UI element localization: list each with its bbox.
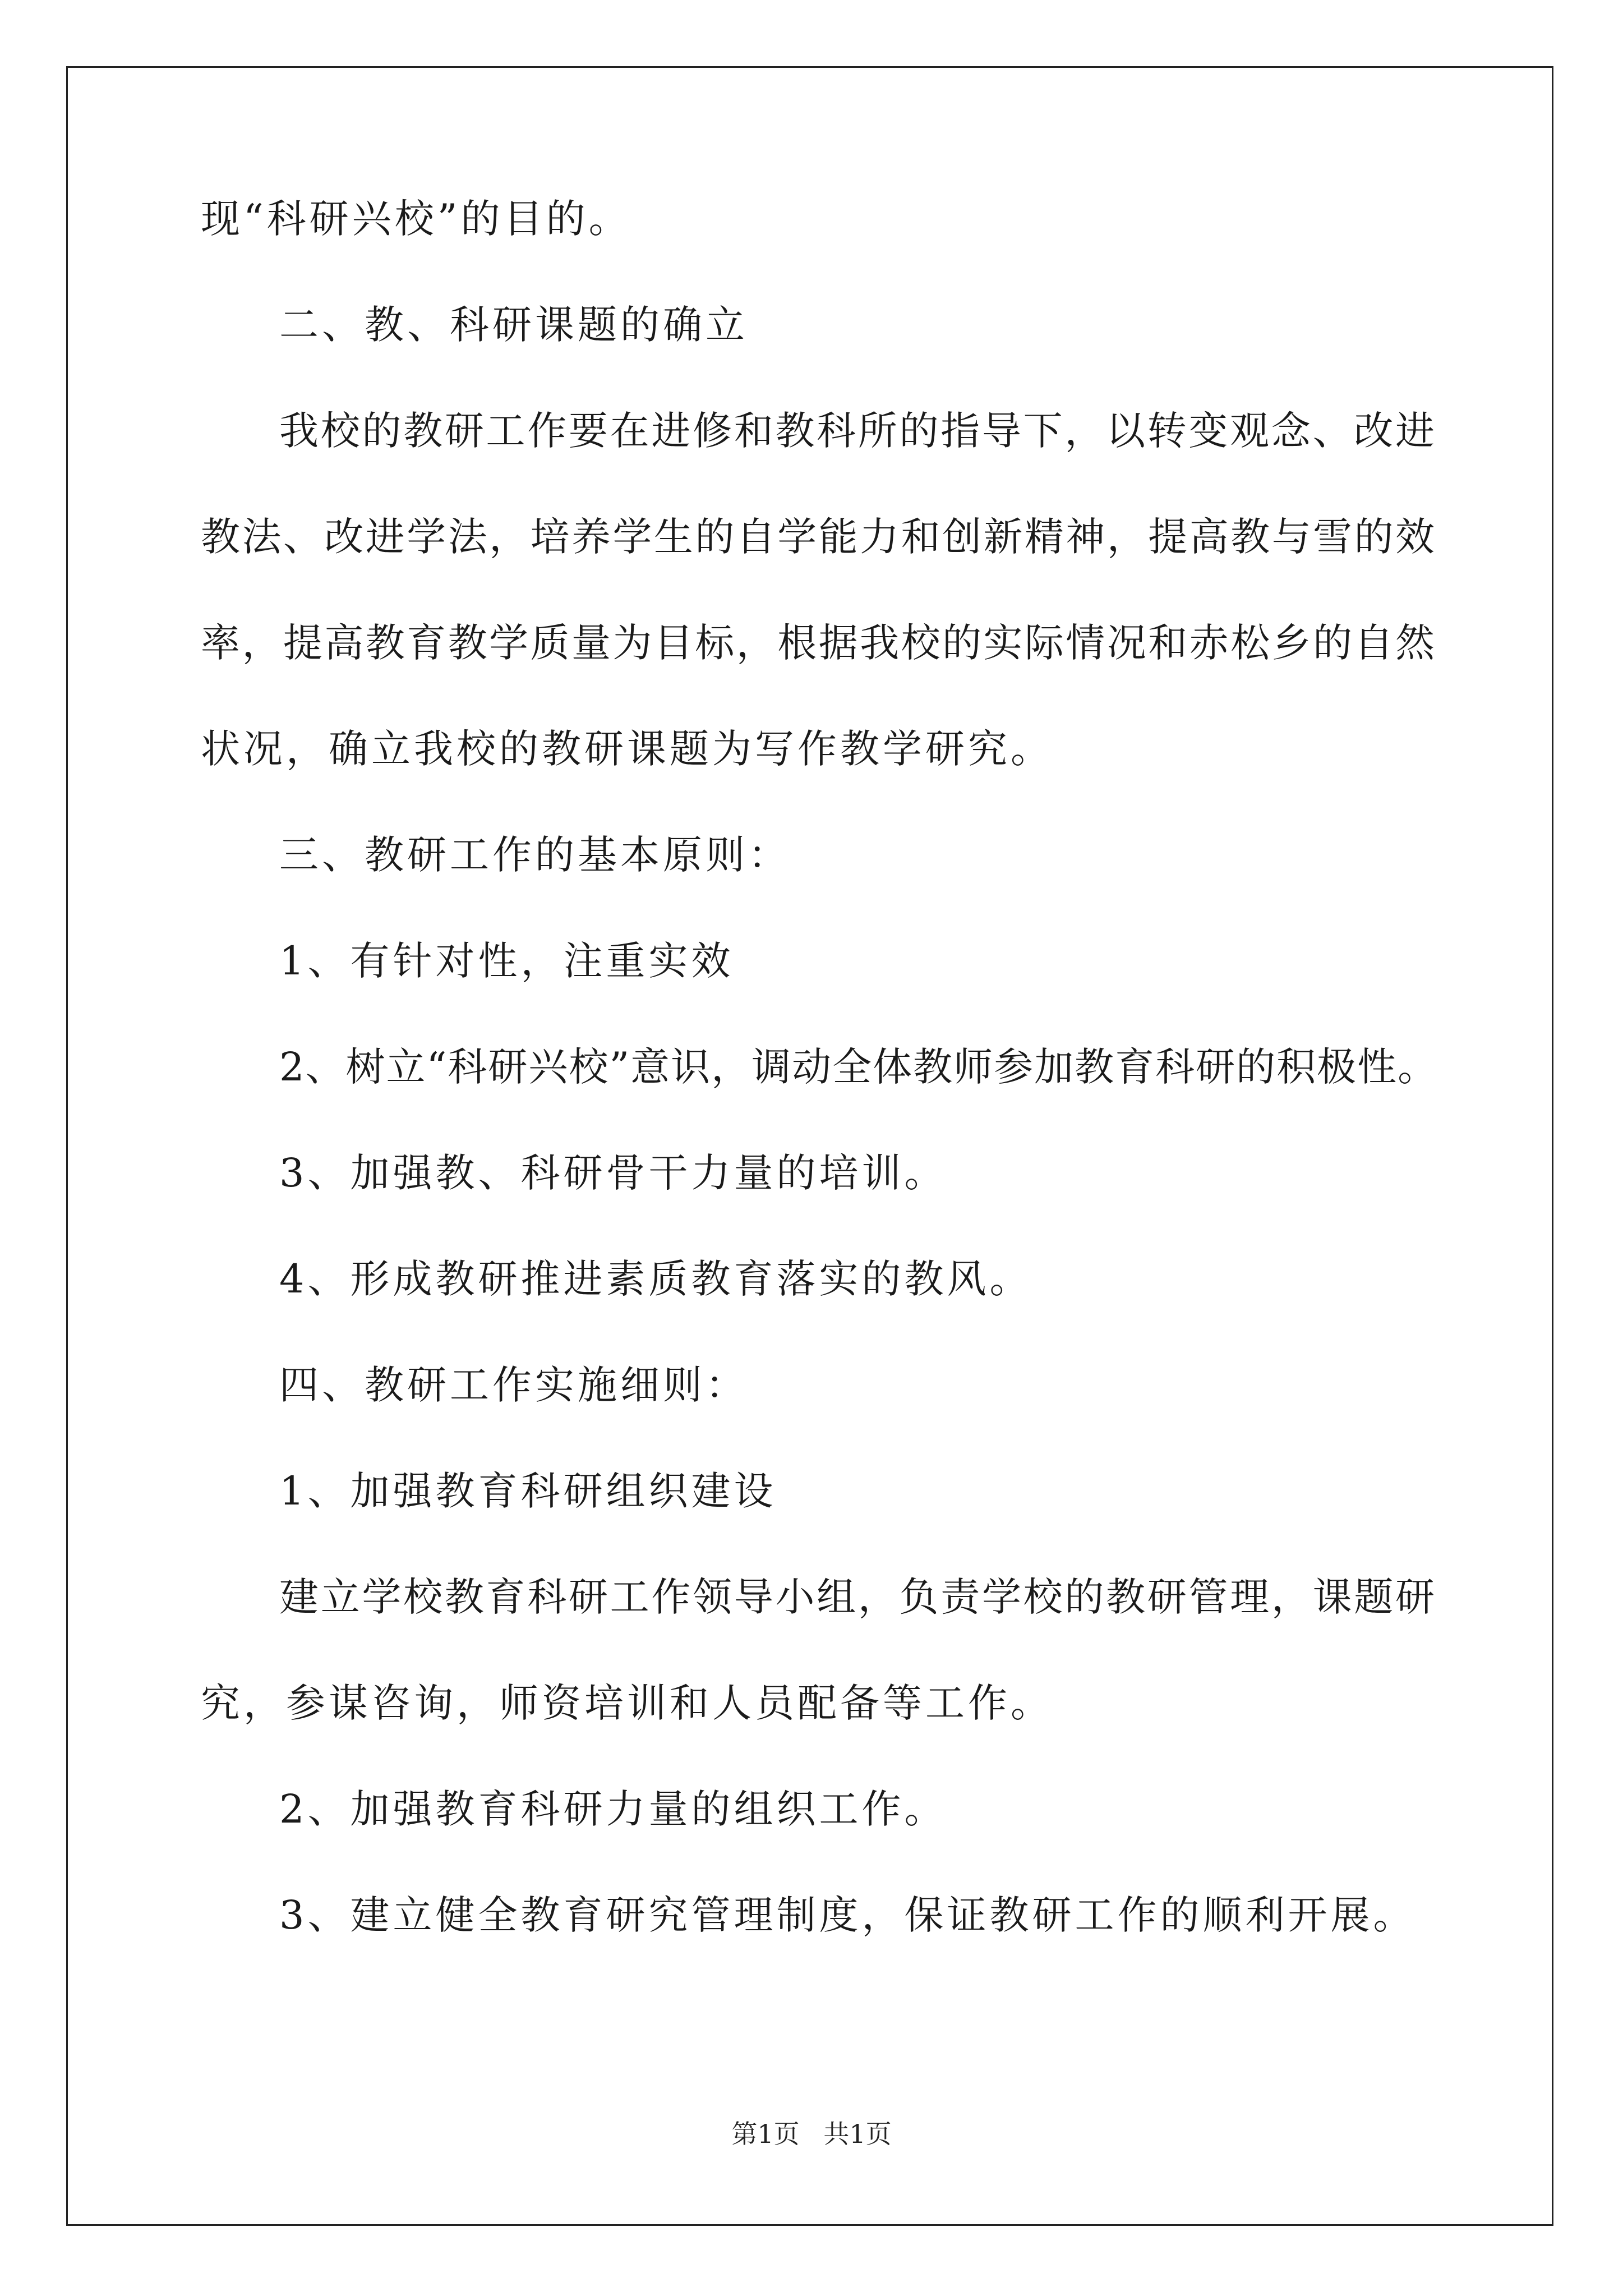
text-line: 现“科研兴校”的目的。 (201, 196, 631, 242)
section-heading: 四、教研工作实施细则： (279, 1362, 748, 1408)
text-line: 我校的教研工作要在进修和教科所的指导下，以转变观念、改进 (279, 408, 1435, 454)
page-number: 第1页 (731, 2119, 800, 2149)
list-item: 1、有针对性，注重实效 (279, 938, 734, 984)
list-item: 1、加强教育科研组织建设 (279, 1468, 777, 1514)
list-item: 3、加强教、科研骨干力量的培训。 (279, 1150, 947, 1196)
text-line: 究，参谋咨询，师资培训和人员配备等工作。 (201, 1680, 1053, 1726)
section-heading: 三、教研工作的基本原则： (279, 832, 791, 878)
page-footer (0, 2114, 1623, 2151)
text-line: 建立学校教育科研工作领导小组，负责学校的教研管理，课题研 (279, 1574, 1435, 1620)
list-item: 3、建立健全教育研究管理制度，保证教研工作的顺利开展。 (279, 1892, 1416, 1938)
text-line: 状况，确立我校的教研课题为写作教学研究。 (201, 726, 1053, 772)
section-heading: 二、教、科研课题的确立 (279, 302, 748, 348)
list-item: 2、树立“科研兴校”意识，调动全体教师参加教育科研的积极性。 (279, 1044, 1438, 1090)
list-item: 4、形成教研推进素质教育落实的教风。 (279, 1256, 1032, 1302)
text-line: 率，提高教育教学质量为目标，根据我校的实际情况和赤松乡的自然 (201, 620, 1435, 666)
list-item: 2、加强教育科研力量的组织工作。 (279, 1786, 947, 1832)
page-total: 共1页 (823, 2119, 892, 2149)
text-line: 教法、改进学法，培养学生的自学能力和创新精神，提高教与雪的效 (201, 514, 1435, 560)
